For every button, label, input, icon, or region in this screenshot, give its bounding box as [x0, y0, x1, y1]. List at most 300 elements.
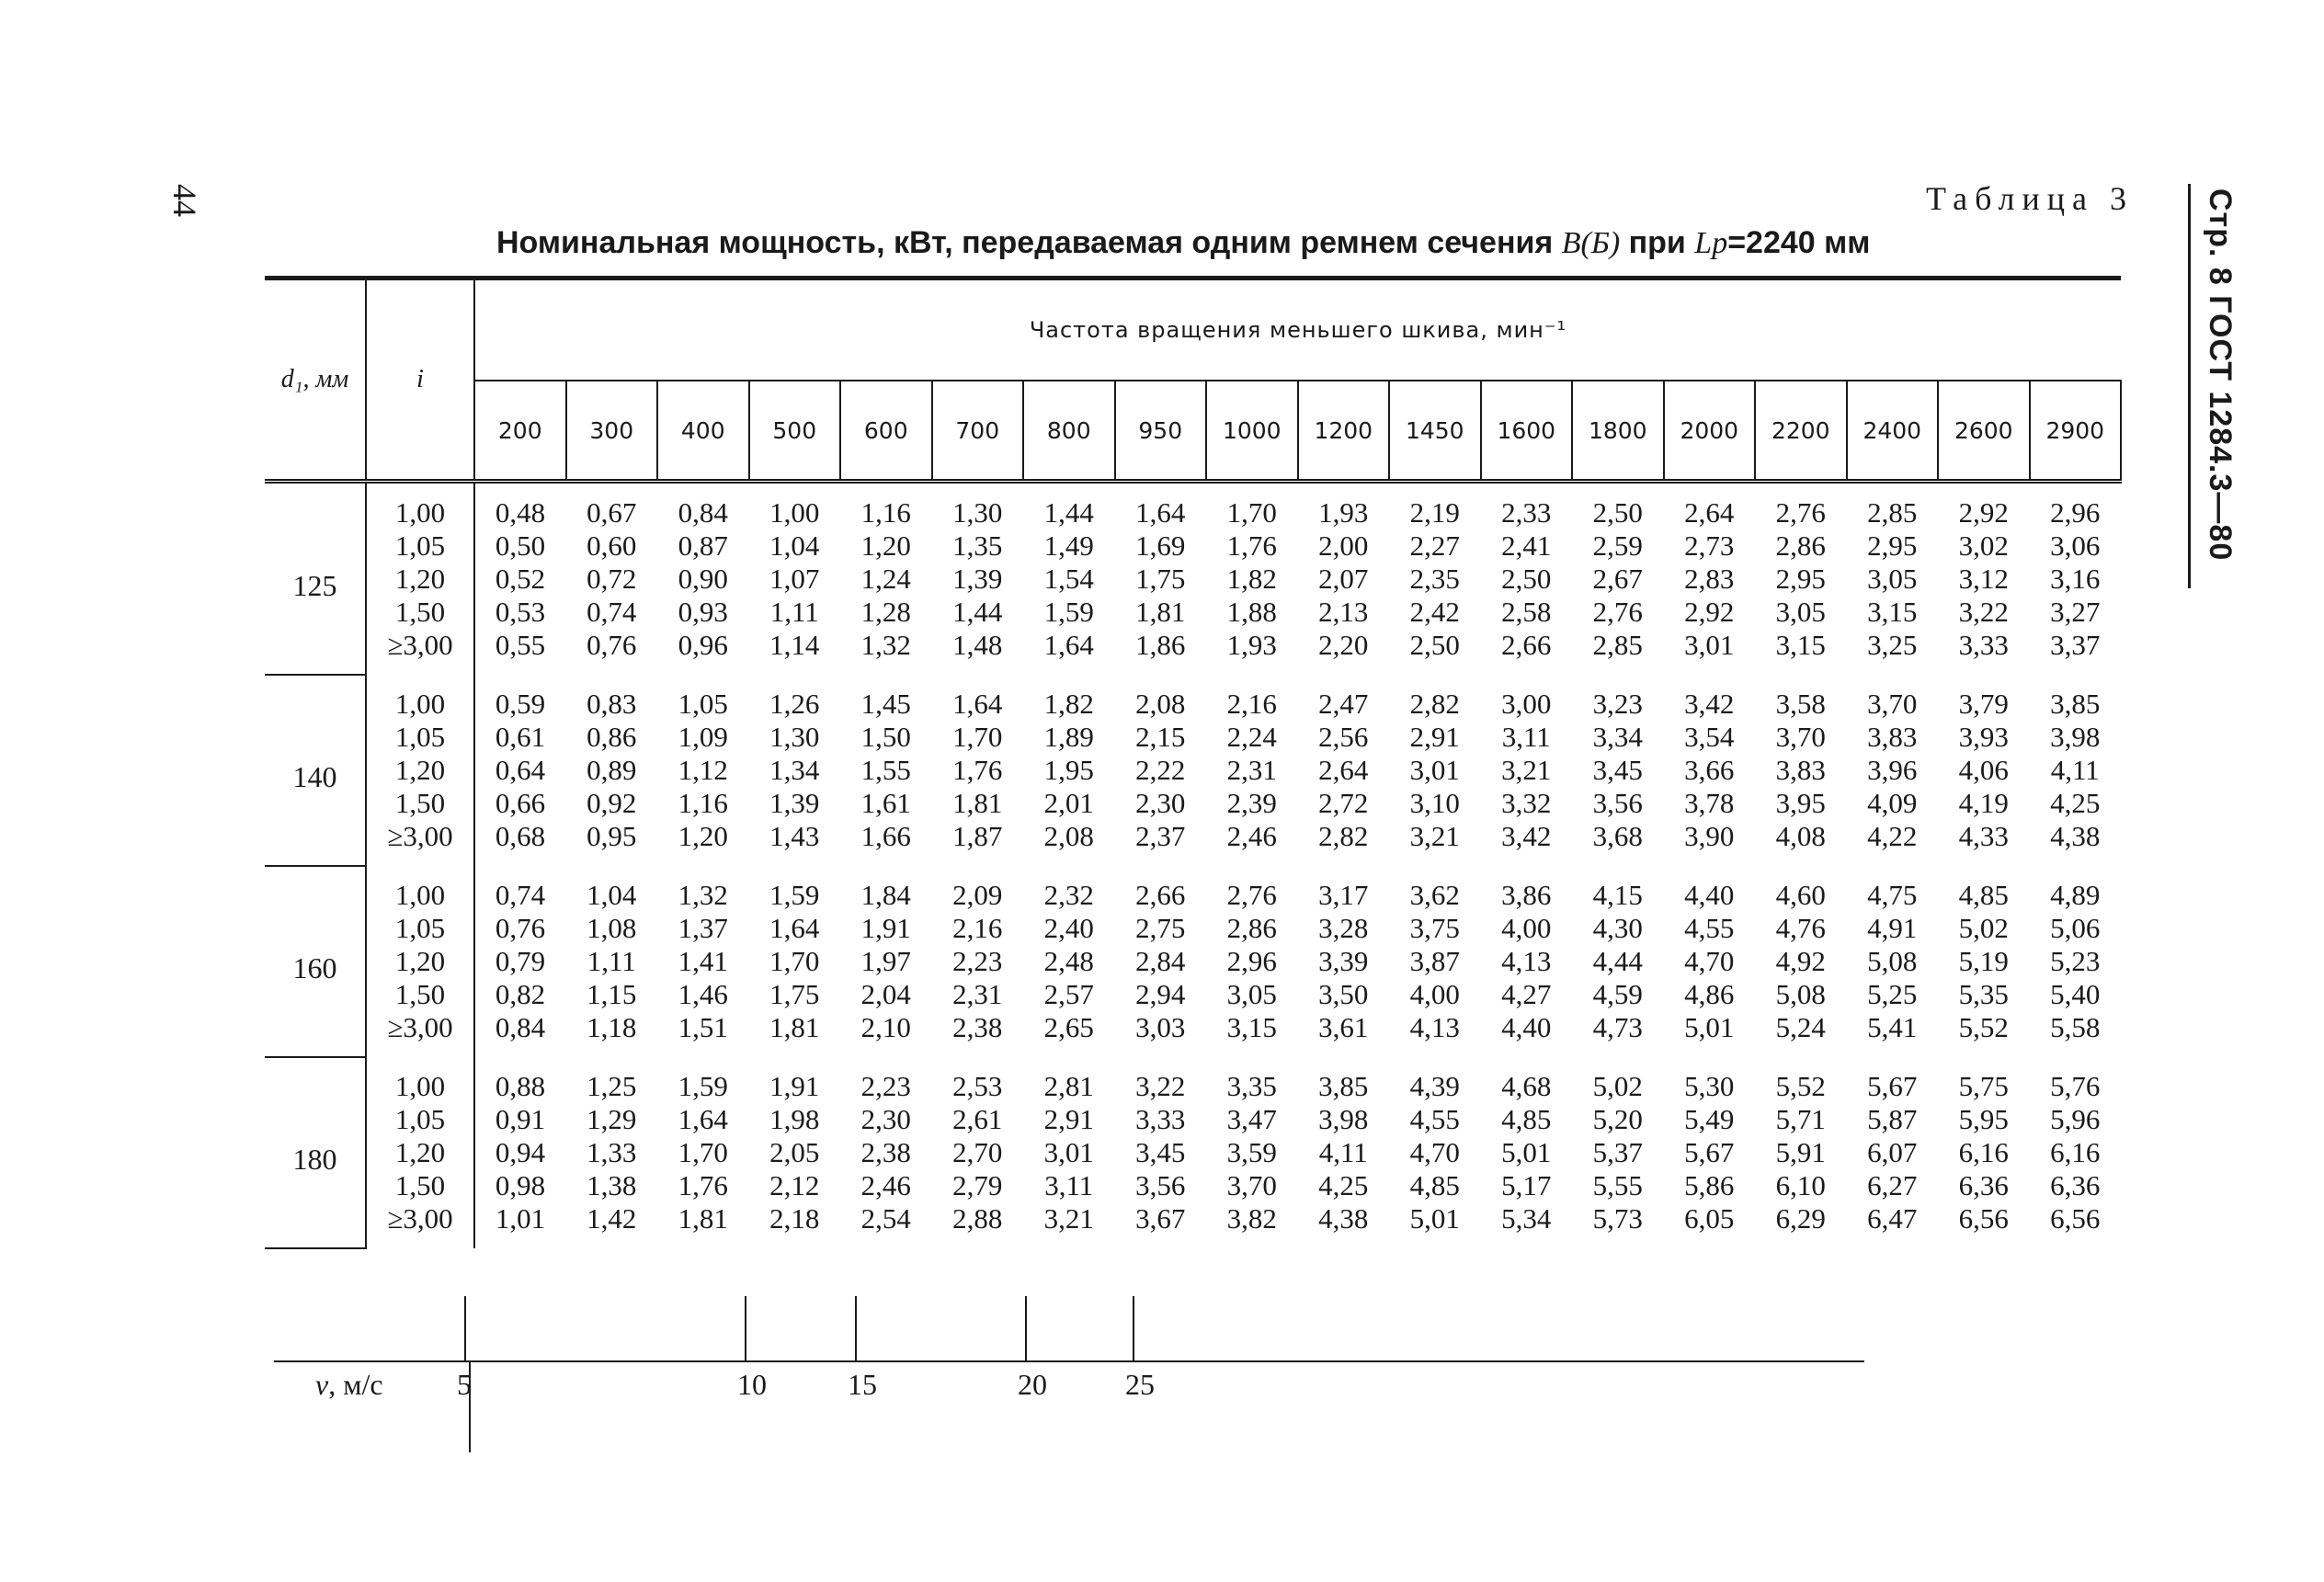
power-cell: 0,82	[495, 978, 546, 1010]
power-cell: 2,61	[952, 1103, 1003, 1135]
power-cell: 0,60	[587, 529, 637, 562]
power-cell: 1,91	[860, 912, 911, 944]
ratio-cell: 1,00	[366, 675, 474, 721]
power-cell: 2,23	[860, 1070, 911, 1102]
power-cell: 0,55	[495, 629, 546, 661]
power-cell: 1,04	[769, 529, 820, 562]
power-cell: 0,92	[587, 787, 637, 819]
power-cell: 0,95	[587, 820, 637, 852]
power-cell: 2,05	[769, 1136, 820, 1168]
power-cell: 4,40	[1501, 1011, 1552, 1043]
power-cell: 2,22	[1135, 754, 1186, 786]
power-cell: 0,84	[495, 1011, 546, 1043]
power-cell: 2,39	[1226, 787, 1277, 819]
page-number: 44	[166, 184, 203, 217]
rpm-header: 800	[1023, 381, 1115, 482]
power-cell: 3,10	[1409, 787, 1460, 819]
power-cell: 0,74	[587, 596, 637, 628]
power-cell: 2,67	[1592, 563, 1643, 595]
power-cell: 1,59	[678, 1070, 728, 1102]
velocity-tick-label: 15	[848, 1368, 877, 1401]
power-cell: 1,12	[678, 754, 728, 786]
power-cell: 0,72	[587, 563, 637, 595]
power-cell: 3,22	[1135, 1070, 1186, 1102]
power-cell: 6,16	[1958, 1136, 2009, 1168]
table-row	[265, 866, 2121, 912]
velocity-tick-mark	[855, 1296, 857, 1360]
power-cell: 2,76	[1775, 496, 1826, 529]
rpm-header: 300	[566, 381, 658, 482]
power-cell: 2,50	[1501, 563, 1552, 595]
power-cell: 5,23	[2050, 945, 2101, 977]
power-cell: 1,28	[860, 596, 911, 628]
power-cell: 4,30	[1592, 912, 1643, 944]
velocity-tick-mark	[1133, 1296, 1134, 1360]
power-cell: 2,96	[1226, 945, 1277, 977]
power-cell: 3,79	[1958, 688, 2009, 720]
power-cell: 1,64	[678, 1103, 728, 1135]
power-cell: 2,16	[952, 912, 1003, 944]
power-cell: 3,59	[1226, 1136, 1277, 1168]
power-cell: 5,20	[1592, 1103, 1643, 1135]
power-cell: 0,52	[495, 563, 546, 595]
power-cell: 4,11	[1318, 1136, 1368, 1168]
power-cell: 5,87	[1867, 1103, 1918, 1135]
power-cell: 0,86	[587, 721, 637, 753]
power-cell: 1,59	[1043, 596, 1094, 628]
rpm-header: 2400	[1847, 381, 1939, 482]
power-cell: 5,67	[1684, 1136, 1735, 1168]
table-row	[265, 596, 2121, 629]
power-cell: 3,21	[1501, 754, 1552, 786]
power-cell: 4,15	[1592, 879, 1643, 911]
power-cell: 2,46	[1226, 820, 1277, 852]
rpm-header: 2000	[1664, 381, 1756, 482]
power-cell: 5,06	[2050, 912, 2101, 944]
power-cell: 1,69	[1135, 529, 1186, 562]
power-cell: 5,52	[1775, 1070, 1826, 1102]
power-cell: 4,25	[2050, 787, 2101, 819]
power-cell: 3,86	[1501, 879, 1552, 911]
power-cell: 2,81	[1043, 1070, 1094, 1102]
power-cell: 5,91	[1775, 1136, 1826, 1168]
ratio-cell: 1,50	[366, 1169, 474, 1202]
power-cell: 2,64	[1318, 754, 1369, 786]
power-cell: 3,82	[1226, 1202, 1277, 1235]
power-cell: 3,01	[1409, 754, 1460, 786]
power-cell: 2,35	[1409, 563, 1460, 595]
ratio-cell: 1,05	[366, 1103, 474, 1136]
d1-cell: 160	[265, 866, 366, 1057]
power-cell: 3,54	[1684, 721, 1735, 753]
power-cell: 1,08	[587, 912, 637, 944]
power-cell: 2,75	[1135, 912, 1186, 944]
power-cell: 2,86	[1775, 529, 1826, 562]
power-cell: 3,70	[1226, 1169, 1277, 1201]
power-cell: 2,72	[1318, 787, 1369, 819]
power-cell: 3,61	[1318, 1011, 1369, 1043]
power-cell: 1,42	[587, 1202, 637, 1235]
power-cell: 1,39	[952, 563, 1003, 595]
power-cell: 1,33	[587, 1136, 637, 1168]
power-cell: 0,87	[678, 529, 728, 562]
rpm-header: 2200	[1755, 381, 1847, 482]
table-row	[265, 1136, 2121, 1169]
power-cell: 0,76	[587, 629, 637, 661]
power-cell: 2,07	[1318, 563, 1369, 595]
table-row	[265, 754, 2121, 787]
rpm-header: 1200	[1298, 381, 1390, 482]
power-cell: 1,97	[860, 945, 911, 977]
power-cell: 1,55	[860, 754, 911, 786]
power-cell: 1,81	[769, 1011, 820, 1043]
rpm-header: 1450	[1389, 381, 1481, 482]
power-cell: 1,05	[678, 688, 728, 720]
frequency-header: Частота вращения меньшего шкива, мин⁻¹	[474, 279, 2121, 381]
table-row	[265, 1011, 2121, 1057]
power-cell: 2,84	[1135, 945, 1186, 977]
power-cell: 5,58	[2050, 1011, 2101, 1043]
power-table	[265, 276, 2122, 1249]
power-cell: 3,01	[1684, 629, 1735, 661]
power-cell: 1,81	[1135, 596, 1186, 628]
power-cell: 3,45	[1135, 1136, 1186, 1168]
power-cell: 1,09	[678, 721, 728, 753]
power-cell: 1,51	[678, 1011, 728, 1043]
power-cell: 3,39	[1318, 945, 1369, 977]
power-cell: 4,86	[1684, 978, 1735, 1010]
caption-text: Номинальная мощность, кВт, передаваемая одним ремнем сечения	[496, 225, 1554, 260]
power-cell: 5,73	[1592, 1202, 1643, 1235]
power-cell: 2,50	[1409, 629, 1460, 661]
ratio-cell: 1,20	[366, 1136, 474, 1169]
table-row	[265, 563, 2121, 596]
power-cell: 1,88	[1226, 596, 1277, 628]
power-cell: 5,95	[1958, 1103, 2009, 1135]
power-cell: 4,38	[2050, 820, 2101, 852]
rpm-header: 1600	[1481, 381, 1573, 482]
power-cell: 2,32	[1043, 879, 1094, 911]
power-cell: 1,49	[1043, 529, 1094, 562]
power-cell: 2,88	[952, 1202, 1003, 1235]
power-cell: 3,70	[1867, 688, 1918, 720]
power-cell: 5,34	[1501, 1202, 1552, 1235]
power-cell: 3,23	[1592, 688, 1643, 720]
power-cell: 2,85	[1592, 629, 1643, 661]
power-cell: 1,04	[587, 879, 637, 911]
power-cell: 5,67	[1867, 1070, 1918, 1102]
power-cell: 1,82	[1226, 563, 1277, 595]
power-cell: 2,40	[1043, 912, 1094, 944]
power-cell: 1,01	[495, 1202, 546, 1235]
diameter-group	[265, 866, 2121, 1057]
power-cell: 5,96	[2050, 1103, 2101, 1135]
power-cell: 1,16	[678, 787, 728, 819]
ratio-cell: 1,00	[366, 866, 474, 912]
power-cell: 3,98	[2050, 721, 2101, 753]
power-cell: 2,31	[1226, 754, 1277, 786]
power-cell: 4,08	[1775, 820, 1826, 852]
power-cell: 0,84	[678, 496, 728, 529]
power-cell: 3,27	[2050, 596, 2101, 628]
power-cell: 1,32	[860, 629, 911, 661]
power-cell: 0,67	[587, 496, 637, 529]
ratio-cell: ≥3,00	[366, 820, 474, 866]
ratio-cell: 1,05	[366, 912, 474, 945]
power-cell: 5,71	[1775, 1103, 1826, 1135]
ratio-cell: ≥3,00	[366, 629, 474, 675]
power-cell: 6,29	[1775, 1202, 1826, 1235]
power-cell: 3,85	[2050, 688, 2101, 720]
rpm-header: 700	[932, 381, 1024, 482]
power-cell: 0,64	[495, 754, 546, 786]
power-cell: 3,11	[1044, 1169, 1094, 1201]
power-cell: 2,91	[1409, 721, 1460, 753]
table-row	[265, 482, 2121, 530]
power-cell: 3,58	[1775, 688, 1826, 720]
power-cell: 2,23	[952, 945, 1003, 977]
power-cell: 5,25	[1867, 978, 1918, 1010]
table-row	[265, 1103, 2121, 1136]
power-cell: 2,54	[860, 1202, 911, 1235]
power-cell: 5,52	[1958, 1011, 2009, 1043]
power-cell: 2,95	[1775, 563, 1826, 595]
power-cell: 2,38	[952, 1011, 1003, 1043]
power-cell: 2,95	[1867, 529, 1918, 562]
power-cell: 2,13	[1318, 596, 1369, 628]
power-cell: 2,64	[1684, 496, 1735, 529]
power-cell: 2,01	[1043, 787, 1094, 819]
power-cell: 5,49	[1684, 1103, 1735, 1135]
power-cell: 1,43	[769, 820, 820, 852]
power-cell: 0,90	[678, 563, 728, 595]
ratio-cell: ≥3,00	[366, 1011, 474, 1057]
power-cell: 3,06	[2050, 529, 2101, 562]
power-cell: 0,88	[495, 1070, 546, 1102]
power-cell: 1,64	[1135, 496, 1186, 529]
table-row	[265, 820, 2121, 866]
power-cell: 1,37	[678, 912, 728, 944]
power-cell: 1,45	[860, 688, 911, 720]
power-cell: 5,01	[1409, 1202, 1460, 1235]
power-cell: 4,85	[1501, 1103, 1552, 1135]
i-header: i	[366, 279, 474, 482]
power-cell: 1,64	[769, 912, 820, 944]
power-cell: 5,02	[1958, 912, 2009, 944]
power-cell: 1,70	[769, 945, 820, 977]
table-row	[265, 721, 2121, 754]
power-cell: 3,95	[1775, 787, 1826, 819]
power-cell: 4,19	[1958, 787, 2009, 819]
power-cell: 3,33	[1958, 629, 2009, 661]
power-cell: 5,37	[1592, 1136, 1643, 1168]
power-cell: 0,61	[495, 721, 546, 753]
power-cell: 3,11	[1501, 721, 1551, 753]
power-cell: 1,64	[952, 688, 1003, 720]
power-cell: 3,16	[2050, 563, 2101, 595]
power-cell: 3,98	[1318, 1103, 1369, 1135]
power-cell: 2,53	[952, 1070, 1003, 1102]
power-cell: 2,82	[1318, 820, 1369, 852]
power-cell: 1,16	[860, 496, 911, 529]
diameter-group	[265, 482, 2121, 676]
power-cell: 3,01	[1043, 1136, 1094, 1168]
power-cell: 0,93	[678, 596, 728, 628]
velocity-tick-label: 25	[1125, 1368, 1155, 1401]
power-cell: 4,00	[1501, 912, 1552, 944]
power-cell: 1,25	[587, 1070, 637, 1102]
power-cell: 1,89	[1043, 721, 1094, 753]
table-row	[265, 945, 2121, 978]
power-cell: 3,35	[1226, 1070, 1277, 1102]
power-cell: 2,79	[952, 1169, 1003, 1201]
power-cell: 4,59	[1592, 978, 1643, 1010]
rpm-header: 1800	[1572, 381, 1664, 482]
velocity-tick-label: 10	[737, 1368, 767, 1401]
power-cell: 1,24	[860, 563, 911, 595]
power-cell: 3,32	[1501, 787, 1552, 819]
power-cell: 3,37	[2050, 629, 2101, 661]
power-cell: 4,73	[1592, 1011, 1643, 1043]
power-cell: 6,56	[1958, 1202, 2009, 1235]
power-cell: 1,93	[1318, 496, 1369, 529]
power-cell: 1,81	[678, 1202, 728, 1235]
power-cell: 3,02	[1958, 529, 2009, 562]
power-cell: 2,30	[860, 1103, 911, 1135]
power-cell: 4,38	[1318, 1202, 1369, 1235]
power-cell: 0,66	[495, 787, 546, 819]
power-cell: 3,42	[1501, 820, 1552, 852]
power-cell: 1,18	[587, 1011, 637, 1043]
power-cell: 1,39	[769, 787, 820, 819]
power-cell: 3,47	[1226, 1103, 1277, 1135]
power-cell: 6,36	[2050, 1169, 2101, 1201]
table-label: Таблица 3	[1926, 180, 2134, 217]
power-cell: 4,55	[1409, 1103, 1460, 1135]
power-cell: 3,15	[1226, 1011, 1277, 1043]
power-cell: 6,10	[1775, 1169, 1826, 1201]
power-cell: 3,90	[1684, 820, 1735, 852]
power-cell: 5,75	[1958, 1070, 2009, 1102]
power-cell: 0,79	[495, 945, 546, 977]
power-cell: 0,91	[495, 1103, 546, 1135]
power-cell: 1,95	[1043, 754, 1094, 786]
power-cell: 3,33	[1135, 1103, 1186, 1135]
table-caption	[496, 225, 1870, 261]
power-cell: 1,98	[769, 1103, 820, 1135]
power-cell: 3,12	[1958, 563, 2009, 595]
power-cell: 1,70	[952, 721, 1003, 753]
power-cell: 1,20	[678, 820, 728, 852]
power-cell: 4,85	[1958, 879, 2009, 911]
power-cell: 2,66	[1501, 629, 1552, 661]
rpm-header: 200	[474, 381, 566, 482]
power-cell: 1,11	[587, 945, 636, 977]
power-cell: 5,40	[2050, 978, 2101, 1010]
power-cell: 1,46	[678, 978, 728, 1010]
power-cell: 3,96	[1867, 754, 1918, 786]
power-cell: 6,56	[2050, 1202, 2101, 1235]
power-cell: 1,11	[769, 596, 819, 628]
power-cell: 0,96	[678, 629, 728, 661]
power-cell: 2,48	[1043, 945, 1094, 977]
power-cell: 2,30	[1135, 787, 1186, 819]
power-cell: 1,07	[769, 563, 820, 595]
power-cell: 1,38	[587, 1169, 637, 1201]
power-cell: 0,76	[495, 912, 546, 944]
power-cell: 3,93	[1958, 721, 2009, 753]
power-cell: 1,64	[1043, 629, 1094, 661]
power-cell: 4,40	[1684, 879, 1735, 911]
power-cell: 4,91	[1867, 912, 1918, 944]
power-cell: 2,57	[1043, 978, 1094, 1010]
power-cell: 5,19	[1958, 945, 2009, 977]
power-cell: 3,15	[1775, 629, 1826, 661]
diameter-group	[265, 1057, 2121, 1248]
power-cell: 1,76	[952, 754, 1003, 786]
power-cell: 2,15	[1135, 721, 1186, 753]
power-cell: 5,55	[1592, 1169, 1643, 1201]
caption-lp: Lр	[1694, 226, 1728, 260]
power-cell: 3,68	[1592, 820, 1643, 852]
velocity-tick-mark	[745, 1296, 746, 1360]
power-cell: 5,41	[1867, 1011, 1918, 1043]
power-cell: 6,47	[1867, 1202, 1918, 1235]
power-cell: 3,75	[1409, 912, 1460, 944]
power-cell: 2,66	[1135, 879, 1186, 911]
power-cell: 6,36	[1958, 1169, 2009, 1201]
ratio-cell: 1,05	[366, 721, 474, 754]
power-cell: 4,92	[1775, 945, 1826, 977]
power-cell: 4,13	[1501, 945, 1552, 977]
power-cell: 2,82	[1409, 688, 1460, 720]
power-cell: 5,02	[1592, 1070, 1643, 1102]
power-cell: 2,94	[1135, 978, 1186, 1010]
power-cell: 1,30	[952, 496, 1003, 529]
power-cell: 5,08	[1867, 945, 1918, 977]
power-cell: 2,85	[1867, 496, 1918, 529]
power-cell: 4,85	[1409, 1169, 1460, 1201]
ratio-cell: 1,50	[366, 978, 474, 1011]
table-row	[265, 1202, 2121, 1248]
power-cell: 3,21	[1043, 1202, 1094, 1235]
power-cell: 1,91	[769, 1070, 820, 1102]
power-cell: 1,35	[952, 529, 1003, 562]
power-cell: 2,91	[1043, 1103, 1094, 1135]
power-cell: 2,42	[1409, 596, 1460, 628]
power-cell: 3,83	[1867, 721, 1918, 753]
power-cell: 3,21	[1409, 820, 1460, 852]
table-row	[265, 1169, 2121, 1202]
power-cell: 6,07	[1867, 1136, 1918, 1168]
power-cell: 5,86	[1684, 1169, 1735, 1201]
power-cell: 2,76	[1226, 879, 1277, 911]
power-cell: 2,19	[1409, 496, 1460, 529]
table-row	[265, 675, 2121, 721]
power-cell: 3,28	[1318, 912, 1369, 944]
rpm-header: 2900	[2030, 381, 2122, 482]
power-cell: 0,89	[587, 754, 637, 786]
power-cell: 1,44	[952, 596, 1003, 628]
power-cell: 0,68	[495, 820, 546, 852]
power-cell: 2,18	[769, 1202, 820, 1235]
power-cell: 1,30	[769, 721, 820, 753]
table-row	[265, 629, 2121, 675]
power-cell: 0,83	[587, 688, 637, 720]
power-cell: 3,05	[1867, 563, 1918, 595]
power-cell: 2,04	[860, 978, 911, 1010]
rpm-header: 400	[657, 381, 749, 482]
